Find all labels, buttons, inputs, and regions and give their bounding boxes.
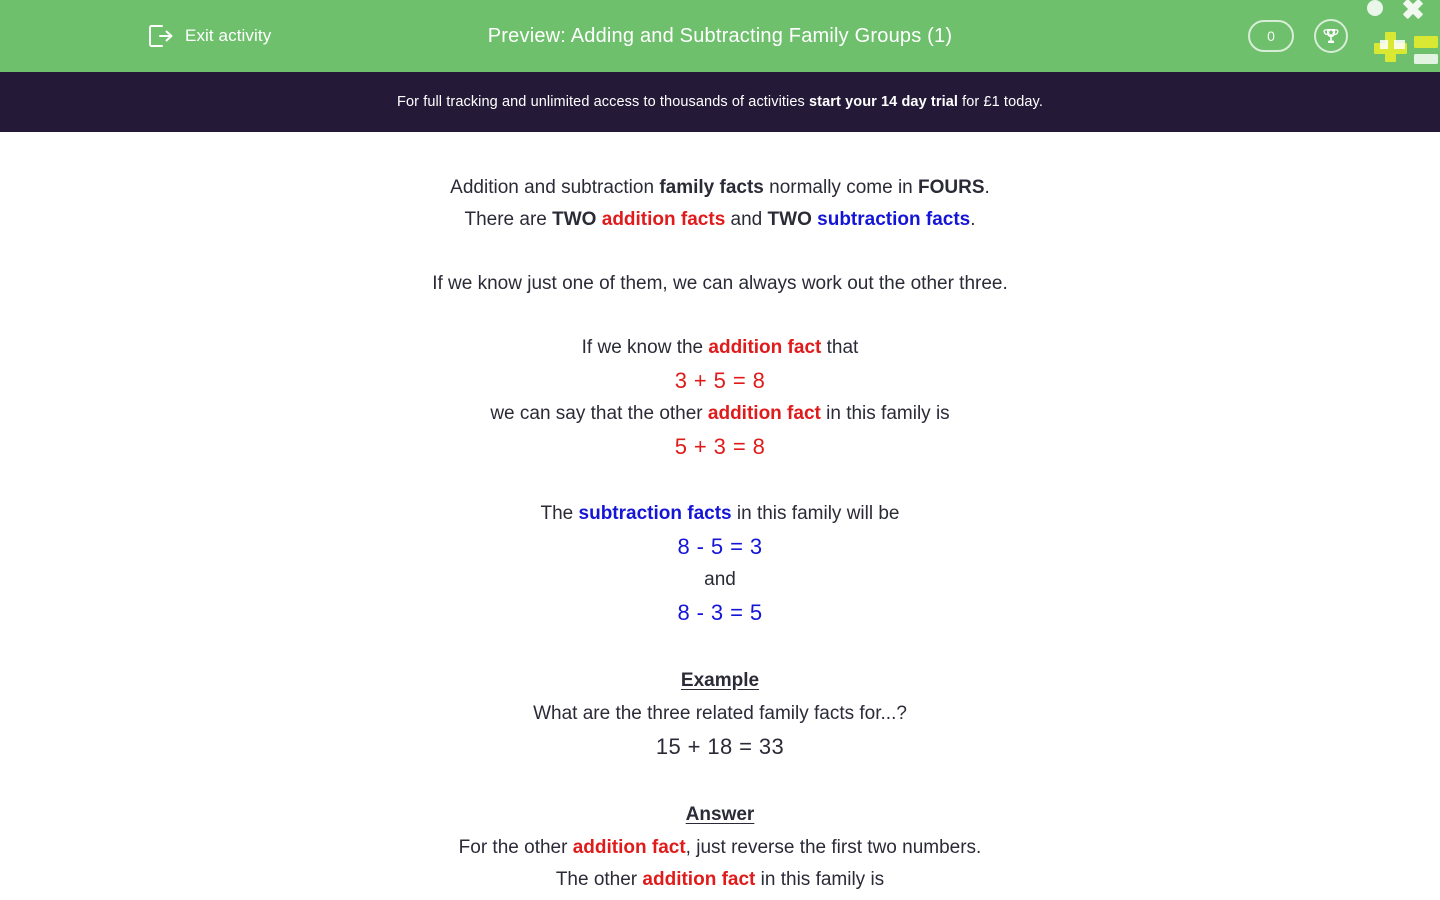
intro-l2-a: There are [464,209,553,230]
intro-l2-d: and [725,209,768,230]
intro-l1-a: Addition and subtraction [450,177,660,198]
answer-l2-addition-fact: addition fact [642,869,756,890]
addition-l2-addition-fact: addition fact [707,403,821,424]
intro-l2-addition-facts: addition facts [601,209,726,230]
example-question: What are the three related family facts for...? [533,703,907,724]
addition-line-1 [0,332,1440,364]
page-title: Preview: Adding and Subtracting Family Groups (1) [487,24,953,47]
exit-arrow-icon [148,24,174,48]
intro-l1-c: normally come in [763,177,919,198]
intro-l1-fours: FOURS [918,177,985,198]
answer-heading: Answer [685,804,755,825]
subtraction-l1-c: in this family will be [731,503,900,524]
addition-l2-c: in this family is [820,403,950,424]
subtraction-conjunction: and [704,569,736,590]
intro-l2-subtraction-facts: subtraction facts [817,209,971,230]
top-bar [0,0,1440,72]
topbar-actions [1248,0,1348,72]
answer-l1-addition-fact: addition fact [572,837,686,858]
spacer-5 [0,764,1440,798]
addition-line-2 [0,398,1440,430]
answer-l2-c: in this family is [755,869,885,890]
subtraction-l1-a: The [540,503,579,524]
subtraction-l1-subtraction-facts: subtraction facts [578,503,732,524]
addition-l1-addition-fact: addition fact [708,337,822,358]
intro-line-1 [0,172,1440,204]
intro-l2-two-1: TWO [552,209,602,230]
education-quizzes-logo [1356,0,1440,70]
intro-l2-two-2: TWO [767,209,818,230]
trophy-icon [1321,26,1341,46]
addition-l1-c: that [821,337,859,358]
intro-l1-family-facts: family facts [659,177,764,198]
spacer-3 [0,464,1440,498]
answer-line-1 [0,832,1440,864]
promo-text-before: For full tracking and unlimited access to thousands of activities [397,94,810,110]
intro-line-2 [0,204,1440,236]
spacer-2 [0,300,1440,332]
example-equation: 15 + 18 = 33 [655,734,785,759]
lesson-content [0,132,1440,896]
score-badge[interactable] [1248,20,1294,52]
score-value: 0 [1267,28,1275,44]
exit-activity-label: Exit activity [185,26,272,45]
promo-text-bold: start your 14 day trial [809,94,958,110]
answer-line-2 [0,864,1440,896]
example-heading: Example [680,670,760,691]
intro-l1-e: . [984,177,990,198]
addition-l2-a: we can say that the other [490,403,708,424]
promo-text-after: for £1 today. [958,94,1043,110]
spacer-4 [0,630,1440,664]
subtraction-equation-2: 8 - 3 = 5 [677,600,763,625]
promo-banner[interactable] [0,72,1440,132]
intro-line-3: If we know just one of them, we can always work out the other three. [432,273,1008,294]
addition-l1-a: If we know the [581,337,709,358]
answer-l1-a: For the other [458,837,573,858]
exit-activity-button[interactable] [148,0,271,72]
promo-banner-text [397,94,1043,110]
spacer-1 [0,236,1440,268]
answer-l1-c: , just reverse the first two numbers. [685,837,982,858]
subtraction-equation-1: 8 - 5 = 3 [677,534,763,559]
trophy-button[interactable] [1314,19,1348,53]
addition-equation-1: 3 + 5 = 8 [674,368,766,393]
answer-l2-a: The other [555,869,643,890]
subtraction-line-1 [0,498,1440,530]
addition-equation-2: 5 + 3 = 8 [674,434,766,459]
intro-l2-g: . [970,209,976,230]
